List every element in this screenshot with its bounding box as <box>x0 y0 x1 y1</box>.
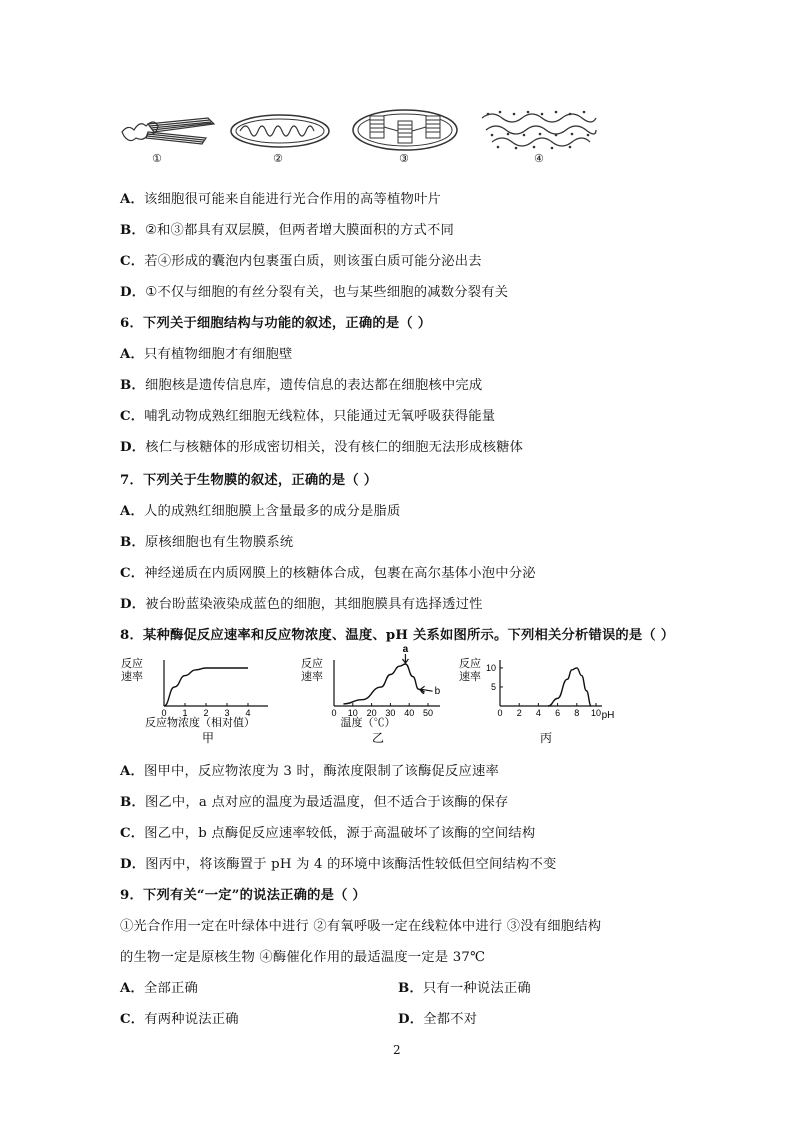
chart-bing <box>456 654 626 744</box>
organelle-4-endoplasmic-reticulum-icon <box>478 108 600 152</box>
chart-jia-ylabel-1: 反应 <box>121 658 143 670</box>
y-tick-label: 10 <box>485 662 496 673</box>
q8-option-c: C．图乙中，b 点酶促反应速率较低，源于高温破坏了该酶的空间结构 <box>120 826 536 841</box>
organelle-label: ③ <box>399 152 410 165</box>
chart-yi-ylabel-2: 速率 <box>301 671 323 683</box>
x-tick-label: 1 <box>182 708 188 718</box>
x-tick-label: 2 <box>516 708 522 718</box>
chart-bing-caption: 丙 <box>539 731 553 745</box>
q5-option-a: A．该细胞很可能来自能进行光合作用的高等植物叶片 <box>120 192 441 207</box>
chart-jia-xlabel: 反应物浓度（相对值） <box>145 717 255 729</box>
annotation-b-label: b <box>434 686 441 698</box>
q7-option-a: A．人的成熟红细胞膜上含量最多的成分是脂质 <box>120 504 401 519</box>
chart-jia-ylabel-2: 速率 <box>121 671 143 683</box>
q6-option-b: B．细胞核是遗传信息库，遗传信息的表达都在细胞核中完成 <box>120 378 483 393</box>
x-tick-label: 4 <box>535 708 541 718</box>
chart-bing-ylabel-1: 反应 <box>459 658 481 670</box>
x-tick-label: 3 <box>224 708 230 718</box>
q8-option-d: D．图丙中，将该酶置于 pH 为 4 的环境中该酶活性较低但空间结构不变 <box>120 857 557 872</box>
q5-option-b: B．②和③都具有双层膜，但两者增大膜面积的方式不同 <box>120 223 454 238</box>
chart-bing-curve <box>548 668 591 706</box>
q7-option-b: B．原核细胞也有生物膜系统 <box>120 535 294 550</box>
q6-option-c: C．哺乳动物成熟红细胞无线粒体，只能通过无氧呼吸获得能量 <box>120 409 496 424</box>
chart-yi-ylabel-1: 反应 <box>301 658 323 670</box>
organelle-3-chloroplast-icon <box>350 107 460 153</box>
q9-option-d: D．全都不对 <box>398 1012 478 1027</box>
q6-option-a: A．只有植物细胞才有细胞壁 <box>120 347 293 362</box>
x-tick-label: 0 <box>331 708 337 718</box>
y-tick-label: 5 <box>490 681 496 692</box>
organelle-label: ① <box>152 152 163 165</box>
q7-stem: 7．下列关于生物膜的叙述，正确的是（ ） <box>120 473 378 488</box>
x-tick-label: 2 <box>203 708 209 718</box>
q7-option-d: D．被台盼蓝染液染成蓝色的细胞，其细胞膜具有选择透过性 <box>120 597 483 612</box>
q9-statements-line1: ①光合作用一定在叶绿体中进行 ②有氧呼吸一定在线粒体中进行 ③没有细胞结构 <box>120 919 602 934</box>
q9-statements-line2: 的生物一定是原核生物 ④酶催化作用的最适温度一定是 37℃ <box>120 950 486 965</box>
q9-option-c: C．有两种说法正确 <box>120 1012 239 1027</box>
x-tick-label: 10 <box>347 708 358 718</box>
q6-option-d: D．核仁与核糖体的形成密切相关，没有核仁的细胞无法形成核糖体 <box>120 440 524 455</box>
x-tick-label: 50 <box>422 708 434 718</box>
x-tick-label: 0 <box>161 708 167 718</box>
x-tick-label: 8 <box>574 708 580 718</box>
chart-jia <box>120 654 270 744</box>
q5-option-c: C．若④形成的囊泡内包裹蛋白质，则该蛋白质可能分泌出去 <box>120 254 482 269</box>
q9-stem: 9．下列有关“一定”的说法正确的是（ ） <box>120 888 366 903</box>
chart-yi <box>300 644 450 745</box>
organelle-2-mitochondrion-icon <box>228 112 332 150</box>
q9-option-b: B．只有一种说法正确 <box>398 981 531 996</box>
chart-yi-xlabel: 温度（℃） <box>340 717 396 729</box>
chart-yi-caption: 乙 <box>371 731 385 745</box>
x-tick-label: 20 <box>366 708 377 718</box>
organelle-label: ② <box>273 152 284 165</box>
x-tick-label: 0 <box>497 708 503 718</box>
x-tick-label: 4 <box>245 708 251 718</box>
chart-yi-curve <box>343 664 424 704</box>
q7-option-c: C．神经递质在内质网膜上的核糖体合成，包裹在高尔基体小泡中分泌 <box>120 566 536 581</box>
q5-option-d: D．①不仅与细胞的有丝分裂有关，也与某些细胞的减数分裂有关 <box>120 285 509 300</box>
x-tick-label: 30 <box>385 708 396 718</box>
q8-option-b: B．图乙中，a 点对应的温度为最适温度，但不适合于该酶的保存 <box>120 795 509 810</box>
q6-stem: 6．下列关于细胞结构与功能的叙述，正确的是（ ） <box>120 316 432 331</box>
q9-option-a: A．全部正确 <box>120 981 199 996</box>
organelle-1-centrosome-icon <box>118 110 218 152</box>
x-tick-label: 10 <box>590 708 602 718</box>
chart-jia-curve <box>164 668 248 706</box>
q8-option-a: A．图甲中，反应物浓度为 3 时，酶浓度限制了该酶促反应速率 <box>120 764 499 779</box>
x-tick-label: 40 <box>404 708 415 718</box>
annotation-a-label: a <box>402 644 409 655</box>
q8-stem: 8．某种酶促反应速率和反应物浓度、温度、pH 关系如图所示。下列相关分析错误的是（ ） <box>120 628 675 643</box>
chart-bing-xlabel: pH <box>601 710 615 721</box>
x-tick-label: 6 <box>555 708 561 718</box>
chart-bing-ylabel-2: 速率 <box>459 671 481 683</box>
chart-jia-caption: 甲 <box>201 731 215 745</box>
organelle-label: ④ <box>534 152 545 165</box>
page-number: 2 <box>393 1043 401 1057</box>
